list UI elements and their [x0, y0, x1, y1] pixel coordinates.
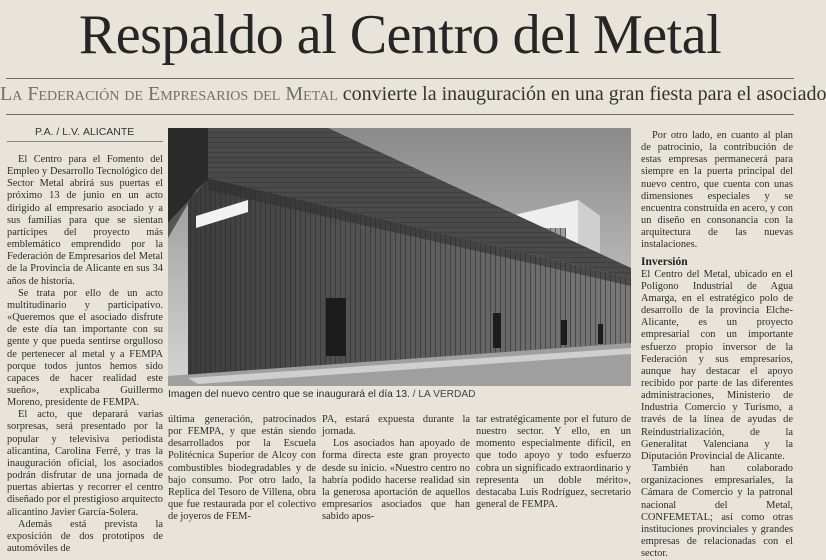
- article-paragraph: PA, estará expuesta durante la jornada.: [322, 414, 470, 438]
- section-heading: Inversión: [641, 255, 688, 268]
- building-photo-drawing: [168, 128, 631, 386]
- article-paragraph: También han colaborado organizaciones empresariales, la Cámara de Comercio y la patronal nacional del Metal, CONFEMETAL; así como otras instituciones provinciales y grandes empresas de relacionadas con el sector.: [641, 463, 793, 560]
- subheadline-organization: La Federación de Empresarios del Metal: [0, 83, 338, 105]
- subheadline-text: convierte la inauguración en una gran fiesta para el asociado: [337, 83, 826, 105]
- byline: [7, 126, 163, 142]
- divider: [6, 114, 794, 115]
- article-column: [641, 130, 793, 560]
- article-column: [168, 414, 316, 532]
- photo-caption: [168, 388, 631, 401]
- photo-caption-text: Imagen del nuevo centro que se inaugurará el día 13.: [168, 389, 410, 400]
- divider: [6, 78, 794, 79]
- article-paragraph: El Centro para el Fomento del Empleo y Desarrollo Tecnológico del Sector Metal abrirá sus puertas el próximo 13 de junio en un acto dirigido al empresario asociado y a sus familias para que se sientan partícipes del proyecto más emblemático emprendido por la Federación de Empresarios del Metal de la Provincia de Alicante en sus 34 años de historia.: [7, 154, 163, 287]
- article-paragraph: El acto, que deparará varias sorpresas, será presentado por la popular y televisiva periodista alicantina, Carolina Ferré, y tras la inauguración oficial, los asociados podrán disfrutar de una jornada de puertas abiertas y recorrer el centro diseñado por el prestigioso arquitecto alicantino Javier García-Solera.: [7, 409, 163, 518]
- article-paragraph: tar estratégicamente por el futuro de nuestro sector. Y ello, en un momento especialmente difícil, en que todo apoyo y todo esfuerzo cobra un significado extraordinario y representa un doble mérito», destacaba Luis Rodríguez, secretario general de FEMPA.: [476, 414, 631, 511]
- article-paragraph: El Centro del Metal, ubicado en el Polígono Industrial de Agua Amarga, en el estratégico polo de desarrollo de la provincia Elche-Alicante, es un proyecto empresarial con un importante esfuerzo propio inversor de la Federación y sus empresarios, aunque hay destacar el apoyo recibido por parte de las diferentes administraciones, Ministerio de Industria Comercio y Turismo, a través de la línea de ayudas de Reindustrialización, de la Generalitat Valenciana y la Diputación Provincial de Alicante.: [641, 268, 793, 462]
- building-photo: [168, 128, 631, 386]
- article-paragraph: última generación, patrocinados por FEMPA, y que están siendo desarrollados por la Escuela Politécnica Superior de Alcoy con combustibles biodegradables y de bajo consumo. Por otro lado, la Replica del Tesoro de Villena, obra que fue restaurada por el colectivo de joyeros de FEM-: [168, 414, 316, 523]
- byline-authors: P.A. / L.V.: [35, 126, 80, 138]
- article-paragraph: Los asociados han apoyado de forma directa este gran proyecto desde su inicio. «Nuestro centro no habría podido hacerse realidad sin la generosa aportación de aquellos empresarios asociados que han sabido apos-: [322, 438, 470, 523]
- article-paragraph: Se trata por ello de un acto multitudinario y participativo. «Queremos que el asociado disfrute de este día tan importante con su gente y que pueda sentirse orgulloso de pertenecer al metal y a FEMPA porque todos juntos hemos sido capaces de hacer realidad este sueño», explicaba Guillermo Moreno, presidente de FEMPA.: [7, 287, 163, 409]
- article-paragraph: Además está prevista la exposición de dos prototipos de automóviles de: [7, 518, 163, 554]
- article-column: [476, 414, 631, 532]
- article-paragraph: Por otro lado, en cuanto al plan de patrocinio, la contribución de estas empresas permanecerá para siempre en la puerta principal del nuevo centro, que cuenta con unas dimensiones especiales y se encuentra construida en acero, y con un diseño en consonancia con la arquitectura de las nuevas instalaciones.: [641, 130, 793, 251]
- byline-location: ALICANTE: [82, 126, 135, 138]
- subheadline: [0, 82, 826, 106]
- article-column: [7, 154, 163, 554]
- photo-credit: / LA VERDAD: [409, 389, 476, 400]
- article-column: [322, 414, 470, 532]
- page-title: Respaldo al Centro del Metal: [78, 4, 722, 66]
